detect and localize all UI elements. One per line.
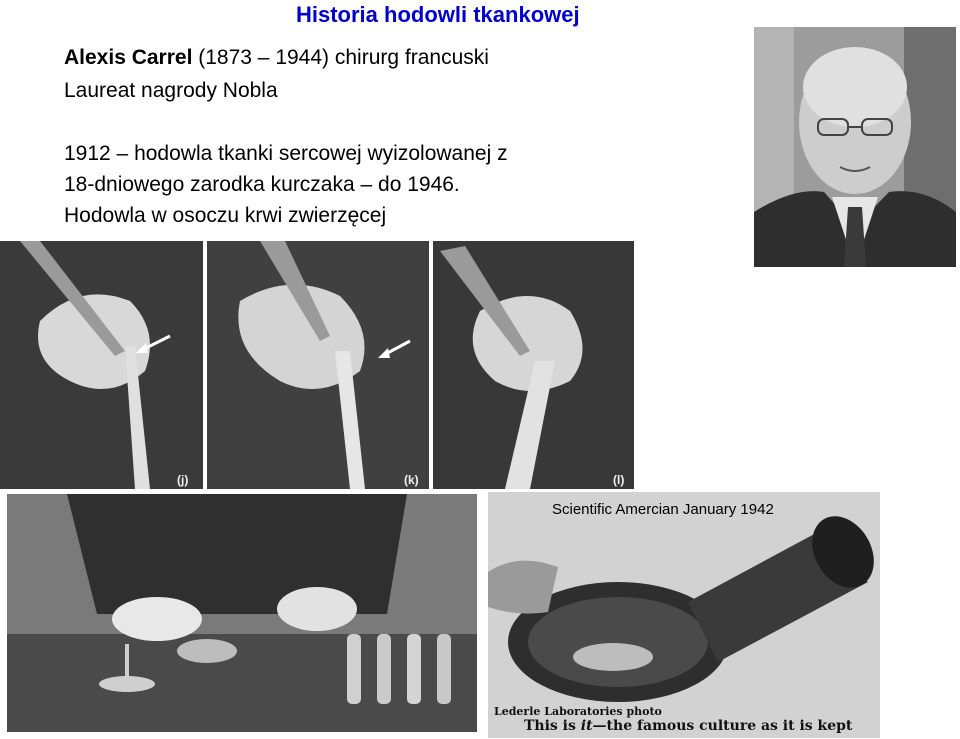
carrel-dates: (1873 – 1944) chirurg francuski xyxy=(192,46,489,69)
flask-graphic xyxy=(488,492,880,738)
flask-description-part-2: —the famous culture as it is kept xyxy=(592,718,853,734)
carrel-name-line xyxy=(64,45,489,71)
slide-title: Historia hodowli tkankowej xyxy=(296,2,580,27)
culture-flask-photo xyxy=(488,492,880,738)
experiment-line-1: 1912 – hodowla tkanki sercowej wyizolowanej z xyxy=(64,142,508,165)
flask-description xyxy=(524,718,852,734)
panel-label-k: (k) xyxy=(404,473,419,487)
carrel-portrait-photo xyxy=(754,27,956,267)
experiment-line-2: 18-dniowego zarodka kurczaka – do 1946. xyxy=(64,173,460,196)
lab-bench-graphic xyxy=(7,494,477,732)
dissection-graphic xyxy=(0,241,634,489)
nobel-line: Laureat nagrody Nobla xyxy=(64,79,278,102)
flask-caption: Scientific Amercian January 1942 xyxy=(552,501,774,518)
photo-credit: Lederle Laboratories photo xyxy=(494,705,662,718)
lab-bench-photo xyxy=(7,494,477,732)
flask-description-part-1: This is xyxy=(524,718,581,734)
panel-label-l: (l) xyxy=(613,473,625,487)
panel-label-j: (j) xyxy=(177,473,189,487)
flask-description-emphasis: it xyxy=(580,718,593,734)
dissection-sequence-photo xyxy=(0,241,634,489)
carrel-name: Alexis Carrel xyxy=(64,46,193,69)
experiment-line-3: Hodowla w osoczu krwi zwierzęcej xyxy=(64,204,387,227)
portrait-graphic xyxy=(754,27,956,267)
